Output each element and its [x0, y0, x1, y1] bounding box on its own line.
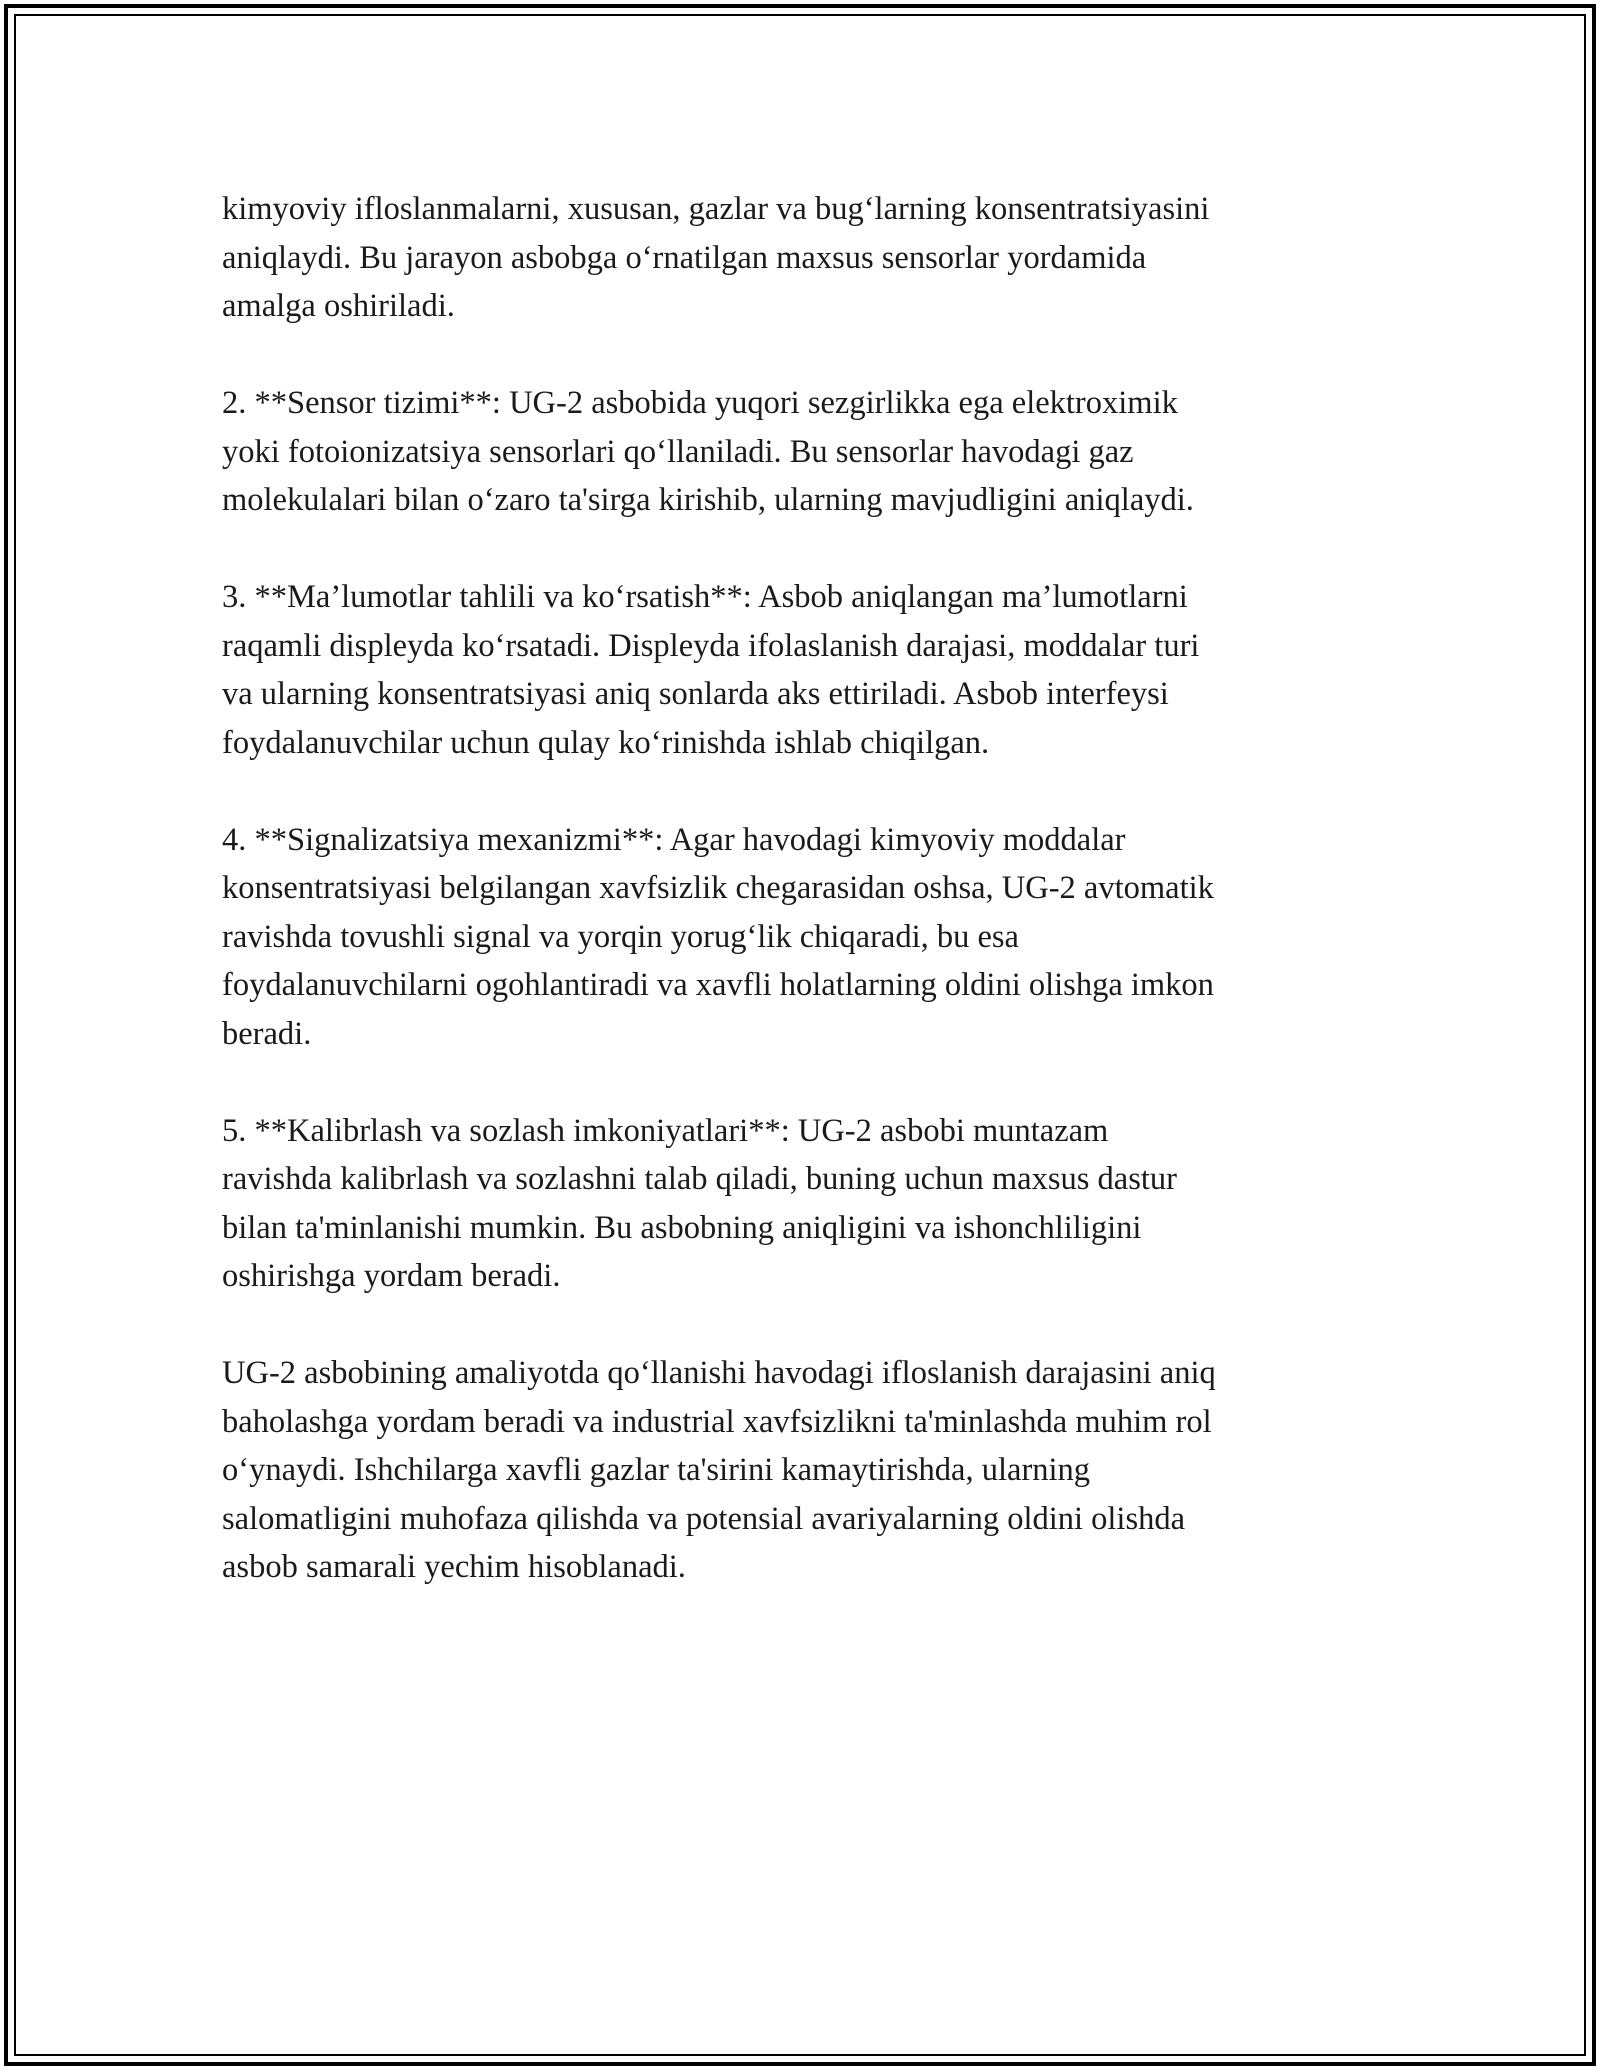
- document-body: [222, 185, 1372, 1640]
- paragraph-sensor-system: 2. **Sensor tizimi**: UG-2 asbobida yuqori sezgirlikka ega elektroximik yoki fotoionizatsiya sensorlari qo‘llaniladi. Bu sensorlar havodagi gaz molekulalari bilan o‘zaro ta'sirga kirishib, ularning mavjudligini aniqlaydi.: [222, 385, 1194, 518]
- paragraph-intro-continued: kimyoviy ifloslanmalarni, xususan, gazlar va bug‘larning konsentratsiyasini aniqlaydi. Bu jarayon asbobga o‘rnatilgan maxsus sensorlar yordamida amalga oshiriladi.: [222, 191, 1210, 324]
- paragraph-conclusion: UG-2 asbobining amaliyotda qo‘llanishi havodagi ifloslanish darajasini aniq baholashga yordam beradi va industrial xavfsizlikni ta'minlashda muhim rol o‘ynaydi. Ishchilarga xavfli gazlar ta'sirini kamaytirishda, ularning salomatligini muhofaza qilishda va potensial avariyalarning oldini olishda asbob samarali yechim hisoblanadi.: [222, 1355, 1216, 1585]
- paragraph-data-analysis: 3. **Ma’lumotlar tahlili va ko‘rsatish**: Asbob aniqlangan ma’lumotlarni raqamli displeyda ko‘rsatadi. Displeyda ifolaslanish darajasi, moddalar turi va ularning konsentratsiyasi aniq sonlarda aks ettiriladi. Asbob interfeysi foydalanuvchilar uchun qulay ko‘rinishda ishlab chiqilgan.: [222, 579, 1200, 761]
- paragraph-alarm-mechanism: 4. **Signalizatsiya mexanizmi**: Agar havodagi kimyoviy moddalar konsentratsiyasi belgilangan xavfsizlik chegarasidan oshsa, UG-2 avtomatik ravishda tovushli signal va yorqin yorug‘lik chiqaradi, bu esa foydalanuvchilarni ogohlantiradi va xavfli holatlarning oldini olishga imkon beradi.: [222, 821, 1214, 1052]
- paragraph-calibration: 5. **Kalibrlash va sozlash imkoniyatlari**: UG-2 asbobi muntazam ravishda kalibrlash va sozlashni talab qiladi, buning uchun maxsus dastur bilan ta'minlanishi mumkin. Bu asbobning aniqligini va ishonchliligini oshirishga yordam beradi.: [222, 1112, 1177, 1294]
